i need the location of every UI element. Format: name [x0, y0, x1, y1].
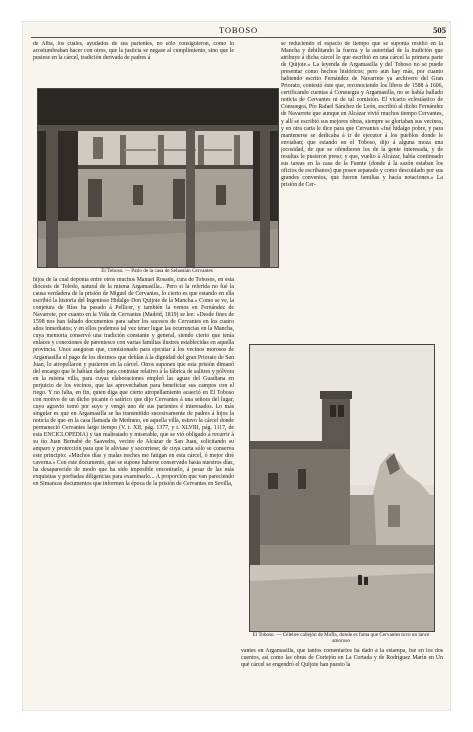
- page-header: [31, 25, 446, 38]
- patio-photo: [37, 88, 279, 268]
- paragraph: de Alba, los cuales, ayudados de sus parientes, no sólo consiguieron, como lo acostumbraban hacer con otros, que la justicia se negase al cumplimiento, sino que le pusiese en la cárcel, tradición derivada de padres á: [33, 41, 234, 62]
- column-1-top-text: [33, 41, 234, 85]
- patio-illustration: [38, 89, 278, 267]
- page-number: 505: [433, 25, 446, 35]
- encyclopedia-page: [23, 22, 450, 710]
- paragraph: hijos de la cual deponía entre otros muchos Manuel Rosado, cura de Tobosos, en esta diócesis de Toledo, natural de la misma Argamasilla... Pero si la referida no fué la causa verdadera de la prisión de Miguel de Cervantes, lo cierto es que estando en ella escribió la historia del Ingenioso Hidalgo Don Quijote de la Mancha.» Como se ve, la conjetura de Ríos ha pasado á Pellicer, y también la vemos en Fernández de Navarrete, por cuanto en la Vida de Cervantes (Madrid, 1819) se lee: «Desde fines de 1598 nos han faltado documentos para saber los sucesos de Cervantes en los cuatro años inmediatos; y en ellos podemos tal vez tener lugar las ocurrencias en la Mancha, cuya memoria conservó una tradición constante y general, siendo cierto que tenía enlaces y conexiones de parentesco con varias familias ilustres establecidas en aquella provincia. Unos aseguran que, comisionado para ejecutar á los vecinos morosos de Argamasilla el pago de los diezmos que debían á la dignidad del gran Priorato de San Juan, lo atropellaron y pusieron en la cárcel. Otros suponen que esta prisión dimanó del encargo que le habían dado para contratar relativo á la fábrica de salitres y pólvora en la misma villa, para cuyas elaboraciones empleó las aguas del Guadiana en perjuicio de los vecinos, que las aprovechaban para beneficiar sus campos con el riego. Y no falta, en fin, quien diga que cierto atropellamiento acaeció en El Toboso con motivo de un dicho picante ó satírico que dijo Cervantes á una señora del lugar, cuyo agravio tomó por suyo y vengó uno de sus parientes é interesados. Lo más singular es que en Argamasilla se ha transmitido sucesivamente de padres á hijos la noticia de que en la casa llamada de Medrano, en aquella villa, estuvo la cárcel donde permaneció Cervantes largo tiempo (V. t. XII, pág. 1377, y t. XLVIII, pág. 1117, de esta ENCICLOPEDIA) y tan maltratado y miserable, que se vió obligado á recurrir á su tío Juan Bernabé de Saavedra, vecino de Alcázar de San Juan, solicitando su amparo y protección para que le aliviase y socorriese; de cuya carta sólo se conserva este principio: «Muchos días y malas noches me fatigan en esta cárcel, ó mejor diré caverna.» Con este documento, que se supone haberse conservado hasta nuestros días, ha desaparecido de modo que ha sido imposible encontrarlo, á pesar de las más exquisitas y porfiadas diligencias para examinarlo... A proporción que van pareciendo en Simancas documentos que informen la época de la prisión de Cervantes en Sevilla,: [33, 277, 234, 488]
- street-caption: El Toboso. — Célebre callejón de Mofla, donde es fama que Cervantes tuvo un lance amoroso: [252, 632, 430, 645]
- street-photo: [249, 344, 435, 632]
- column-2-bottom-text: [241, 648, 443, 696]
- column-1-bottom-text: [33, 277, 234, 695]
- running-title: TOBOSO: [218, 25, 259, 35]
- paragraph: vantes en Argamasilla, que tantos comentarios ha dado á la estampa, fué en los dos cuentos, así como las obras de Cortejón en La Cortada y de Rodríguez Marín en Un qué cárcel se engendró el Quijote han puesto la: [241, 648, 443, 669]
- column-2-top-text: [281, 41, 443, 341]
- patio-caption: El Toboso. — Patio de la casa de Sebastián Cervantes: [101, 268, 213, 274]
- street-illustration: [250, 345, 434, 631]
- paragraph: se reduciendo el espacio de tiempo que se suponía residió en la Mancha y debilitando la fuerza y la autoridad de la tradición que atribuye á dicha cárcel lo que escribió en una cárcel la primera parte de Quijote.» La leyenda de Argamasilla y del Toboso no se puede presentar como hechos históricos; pero aun hay más, por cuanto habiendo escrito Fernández de Navarrete ya archivero del Gran Priorato, contestó éste que, reconociendo los libros de 1588 á 1606, certificando cuentas á Consuegra y Argamasilla, no se había hallado noticia de Cervantes ni de tal comisión. El vicario eclesiástico de Consuegra, Pío Rafael Sánchez de León, escribió al dicho Fernández de Navarrete que aunque en Alcázar vivió muchos tiempo Cervantes, y allí se escribió sus mejores obras, siempre se gloriaban sus vecinos, y en otra carta le dice para que Cervantes «fué hidalgo pobre, y para mantenerse se dedicaba á ir de ejecutor á los pueblos donde le enviaban; que estando en el Toboso, dijo á alguna moza una jocosidad, de que se ofendieron los de la gente interesada, y de resultas le pusieron preso; y que, vuelto á Alcázar, había continuado sus tareas en la casa de la Fuente (donde á la sazón estaban los oficios de escribanos) que posee separado y como descuidado por sus grandes convenios, que fueron familias y hacía notaciones.» La prisión de Cer-: [281, 41, 443, 188]
